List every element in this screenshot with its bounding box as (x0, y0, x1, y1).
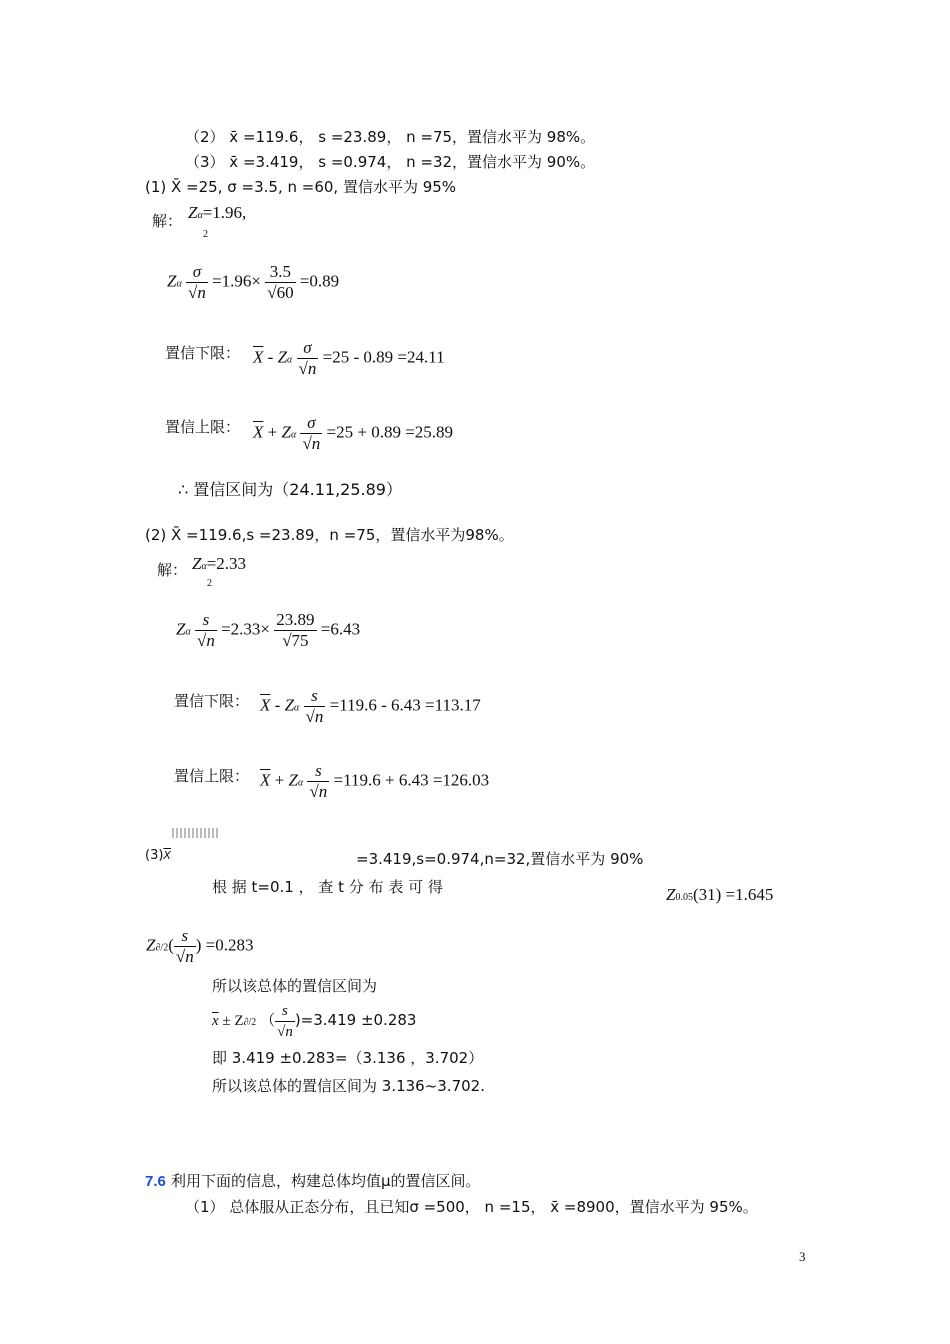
part3-interval-evaluation: 即 3.419 ±0.283=（3.136 ，3.702） (212, 1049, 484, 1067)
part2-z-value: Zα=2.33 2 (192, 554, 247, 589)
q3-intro-line: （3） x̄ =3.419， s =0.974， n =32，置信水平为 90%。 (185, 153, 596, 171)
question-text: 利用下面的信息，构建总体均值μ的置信区间。 (170, 1172, 481, 1190)
part3-interval-expression: $\overline{x} \pm Z\partial/2$ （ $\frac{s}{√n}$ )=3.419 ±0.283 (212, 1003, 417, 1040)
part3-conclusion: 所以该总体的置信区间为 3.136~3.702. (212, 1077, 485, 1095)
part3-lookup-text: 根 据 t=0.1 ， 查 t 分 布 表 可 得 (212, 878, 443, 896)
part3-z-table-value: Z0.05(31) =1.645 (666, 885, 774, 904)
question-7-6-part1: （1） 总体服从正态分布，且已知σ =500， n =15， x̄ =8900，置信水平为 95%。 (185, 1198, 758, 1216)
part1-upper-formula: $\overline{X} + Z\alpha$ $\frac{\sigma}{√n}$ =25 + 0.89 =25.89 (253, 413, 454, 453)
part1-upper-label: 置信上限： (165, 418, 241, 436)
question-number: 7.6 (145, 1173, 166, 1190)
part3-prefix: $(3)\overline{X}$ (145, 848, 171, 863)
q2-intro-line: （2） x̄ =119.6， s =23.89， n =75，置信水平为 98%。 (185, 128, 596, 146)
part1-lower-formula: $\overline{X}$ - Zα $\frac{\sigma}{√n}$ =25 - 0.89 =24.11 (253, 338, 445, 378)
part2-upper-formula: $\overline{X} + Z\alpha$ $\frac{s}{√n}$ =119.6 + 6.43 =126.03 (260, 761, 490, 801)
part1-solution-label: 解： (152, 212, 183, 230)
part3-header: =3.419,s=0.974,n=32,置信水平为 90% (356, 850, 644, 868)
part1-z-value: Zα=1.96, 2 (188, 203, 247, 240)
part1-header: (1) X̄ =25, σ =3.5, n =60, 置信水平为 95% (145, 178, 457, 196)
part2-header: (2) X̄ =119.6,s =23.89，n =75，置信水平为98%。 (145, 526, 514, 544)
part3-margin-formula: Z∂/2( $\frac{s}{√n}$ ) =0.283 (146, 926, 254, 966)
part1-margin-formula: Zα $\frac{\sigma}{√n}$ =1.96× $\frac{3.5}{√60}$ =0.89 (167, 262, 340, 302)
part3-interval-intro: 所以该总体的置信区间为 (212, 977, 378, 995)
part2-lower-formula: $\overline{X}$ - Zα $\frac{s}{√n}$ =119.6 - 6.43 =113.17 (260, 686, 481, 726)
part2-margin-formula: Zα $\frac{s}{√n}$ =2.33× $\frac{23.89}{√75}$ =6.43 (176, 610, 361, 650)
part2-upper-label: 置信上限： (174, 767, 250, 785)
part2-solution-label: 解： (157, 561, 188, 579)
page-number: 3 (799, 1249, 806, 1264)
part1-conclusion: ∴ 置信区间为（24.11,25.89） (178, 480, 402, 499)
part2-lower-label: 置信下限： (174, 692, 250, 710)
question-7-6 (145, 1170, 481, 1191)
part1-lower-label: 置信下限： (165, 344, 241, 362)
blurred-image-fragment (172, 828, 218, 838)
